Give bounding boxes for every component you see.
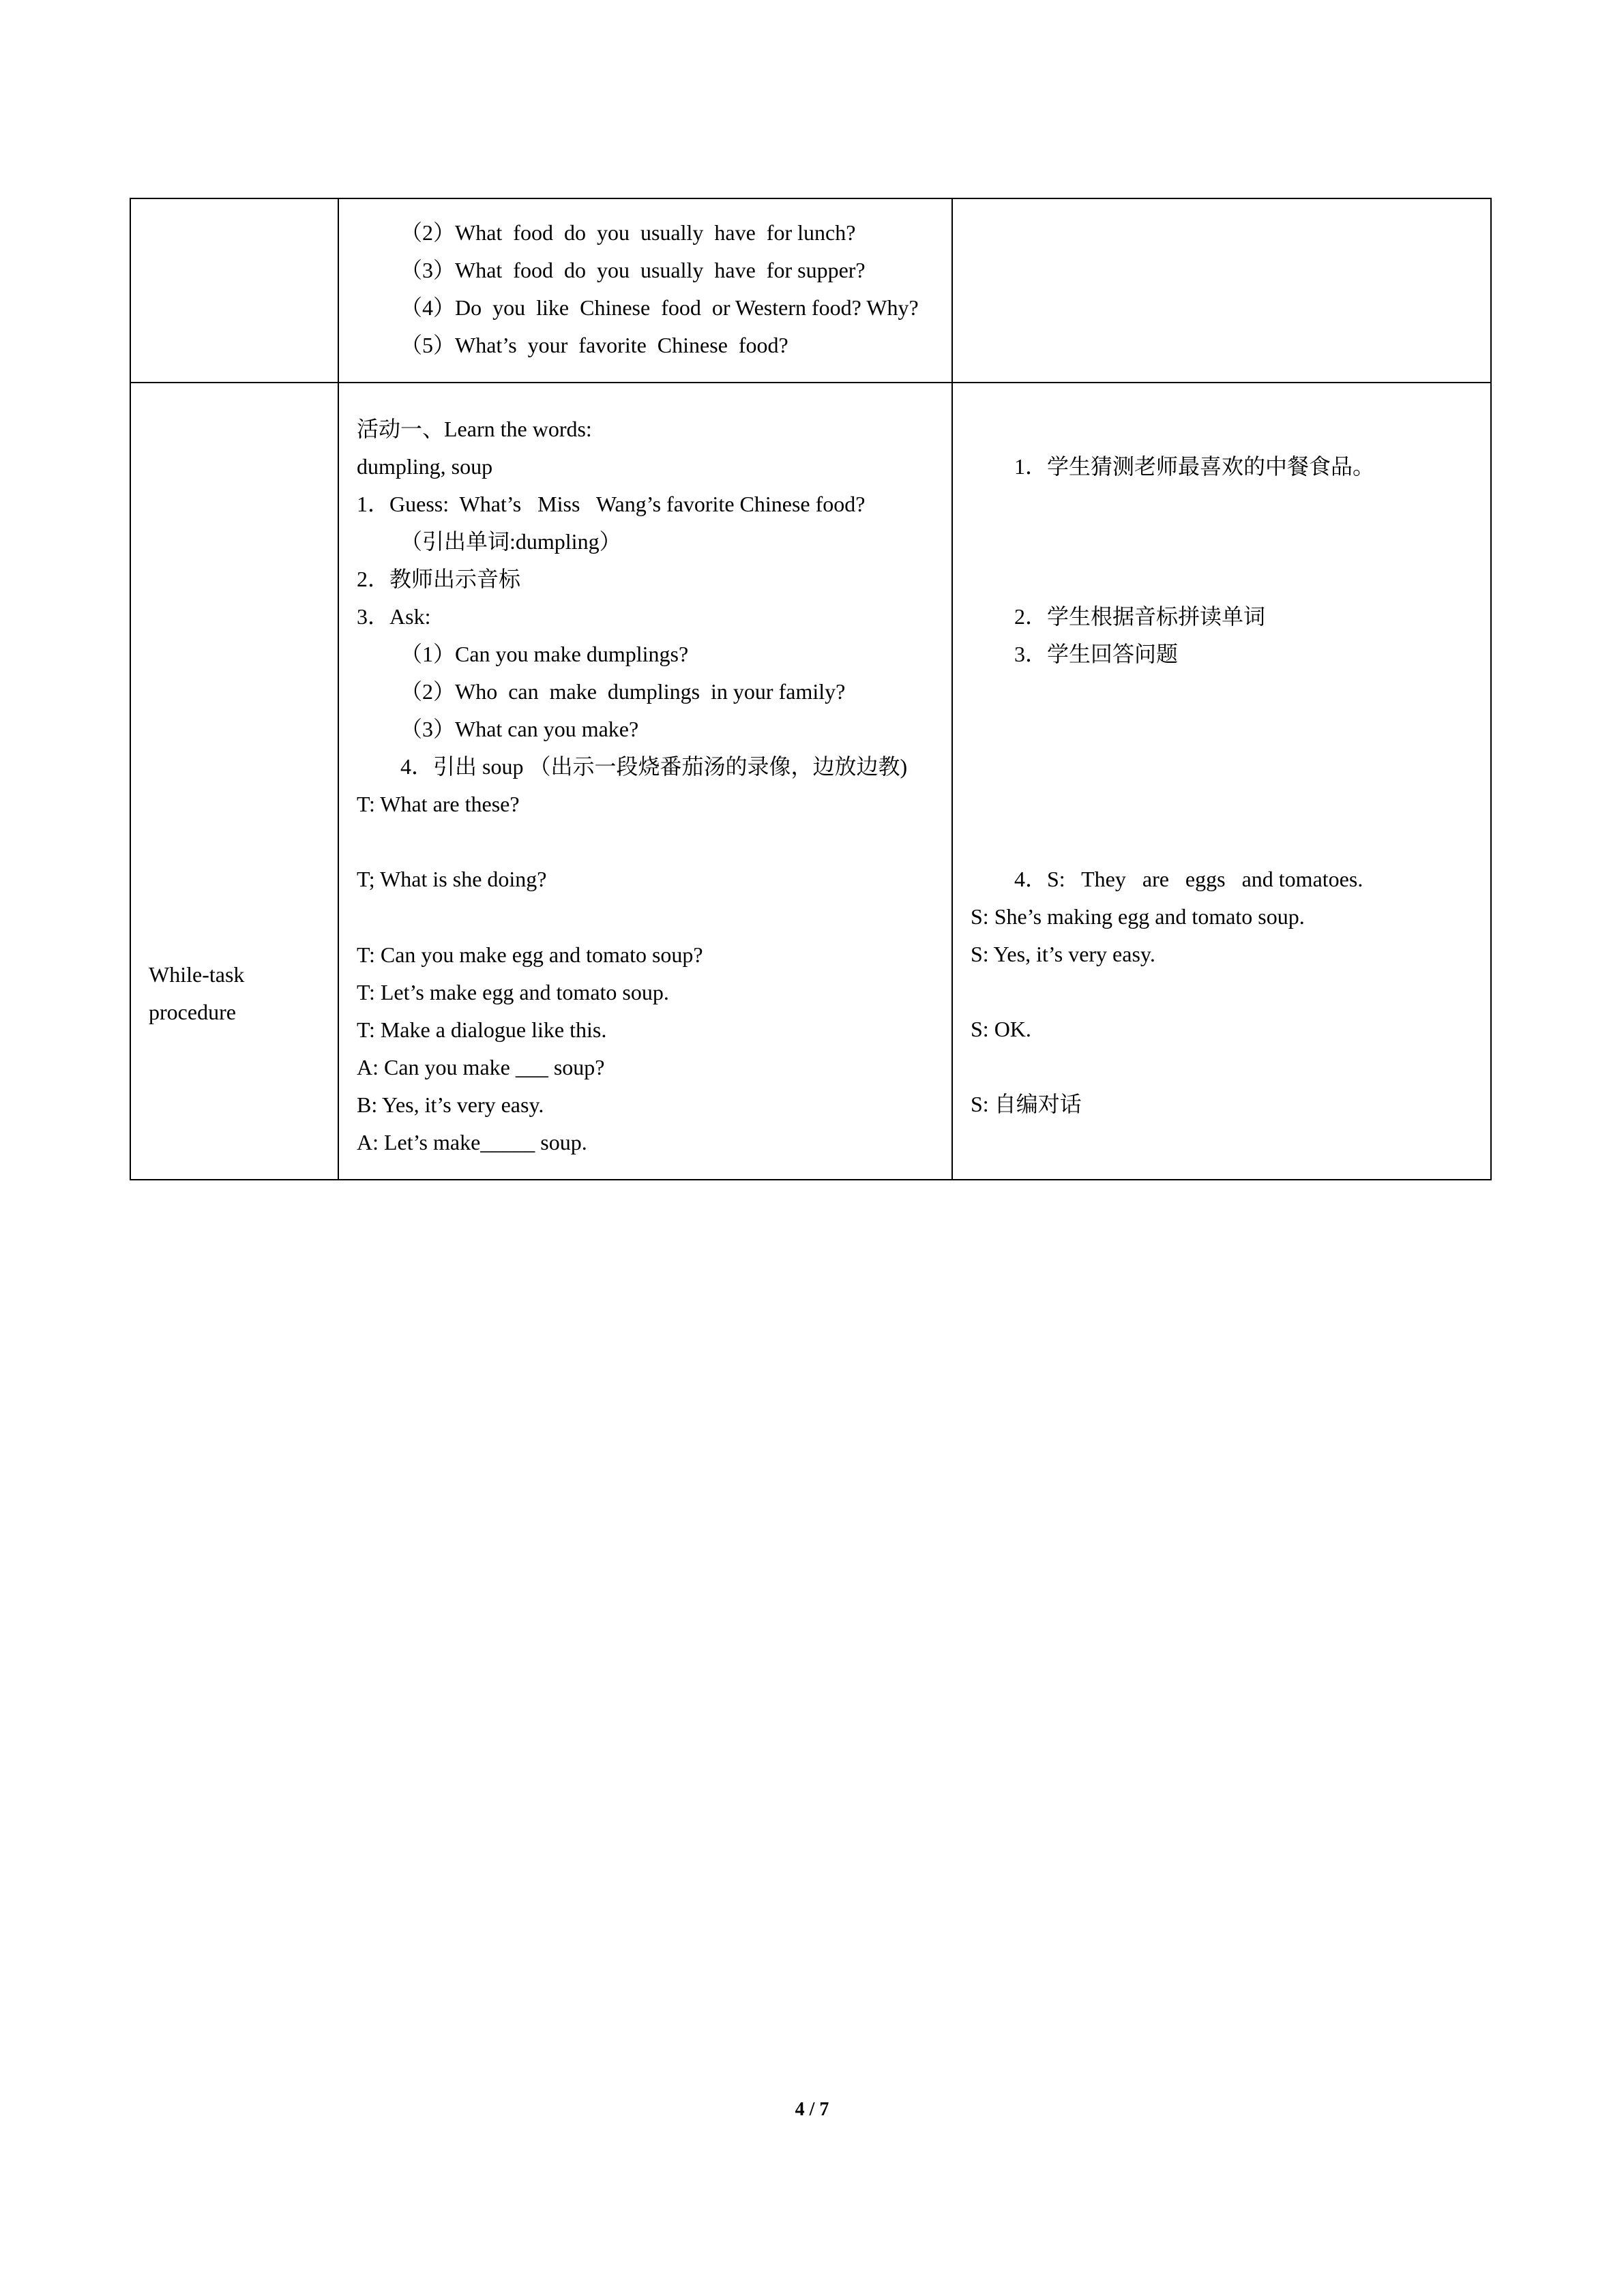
procedure-line: （3）What food do you usually have for supper? [400,258,866,283]
stage-label-line: procedure [149,1000,236,1025]
spacer-line [971,561,1473,598]
spacer-line [971,486,1473,523]
procedure-line: T: Let’s make egg and tomato soup. [357,979,669,1004]
activity-line: S: She’s making egg and tomato soup. [971,904,1305,929]
procedure-line: T: Can you make egg and tomato soup? [357,942,703,967]
spacer-line [971,1048,1473,1086]
procedure-line: T: What are these? [357,792,520,817]
procedure-line: 1．Guess: What’s Miss Wang’s favorite Chinese food? [357,492,866,517]
spacer-line [971,786,1473,823]
procedure-cell-2 [338,383,952,1180]
page-number: 4 / 7 [795,2099,829,2120]
procedure-line: （3）What can you make? [400,717,639,742]
spacer-line [971,523,1473,561]
procedure-line: （引出单词:dumpling） [400,529,621,554]
stage-label-cell-1 [130,198,338,383]
procedure-line: 2．教师出示音标 [357,567,521,592]
procedure-cell-1 [338,198,952,383]
activity-line: 1．学生猜测老师最喜欢的中餐食品。 [1014,454,1375,479]
spacer-line [971,823,1473,861]
student-activity-cell-2 [952,383,1491,1180]
procedure-line: T: Make a dialogue like this. [357,1017,607,1042]
procedure-line: 4．引出 soup （出示一段烧番茄汤的录像，边放边教) [400,754,908,779]
spacer-line [971,973,1473,1011]
stage-label-line: While-task [149,962,245,987]
activity-line: 3．学生回答问题 [1014,642,1179,667]
table-row [130,383,1491,1180]
spacer-line [971,711,1473,748]
procedure-line: （2）What food do you usually have for lunch? [400,220,856,245]
procedure-line: （2）Who can make dumplings in your family? [400,679,846,704]
stage-label-while-task [131,383,338,1031]
spacer-line [971,673,1473,711]
procedure-line: A: Let’s make_____ soup. [357,1129,587,1154]
student-activity-text-2 [953,383,1490,1141]
lesson-plan-table [130,198,1492,1180]
stage-label-cell-2 [130,383,338,1180]
procedure-line: B: Yes, it’s very easy. [357,1092,544,1117]
spacer-line [971,411,1473,448]
spacer-line [357,899,931,936]
table-row [130,198,1491,383]
spacer-line [971,748,1473,786]
procedure-line: （5）What’s your favorite Chinese food? [400,333,788,358]
activity-line: 4．S: They are eggs and tomatoes. [1014,867,1363,892]
activity-line: S: 自编对话 [971,1092,1082,1117]
activity-line: S: OK. [971,1017,1031,1042]
procedure-text-1 [339,199,951,382]
procedure-line: 3．Ask: [357,604,431,629]
procedure-line: T; What is she doing? [357,867,547,892]
procedure-line: A: Can you make ___ soup? [357,1054,605,1079]
procedure-text-2 [339,383,951,1179]
procedure-line: （4）Do you like Chinese food or Western food? Why? [400,295,919,320]
spacer-line [357,823,931,861]
procedure-line: 活动一、Learn the words: [357,417,592,442]
student-activity-cell-1 [952,198,1491,383]
procedure-line: （1）Can you make dumplings? [400,642,689,667]
activity-line: 2．学生根据音标拼读单词 [1014,604,1266,629]
procedure-line: dumpling, soup [357,454,493,479]
activity-line: S: Yes, it’s very easy. [971,942,1155,967]
